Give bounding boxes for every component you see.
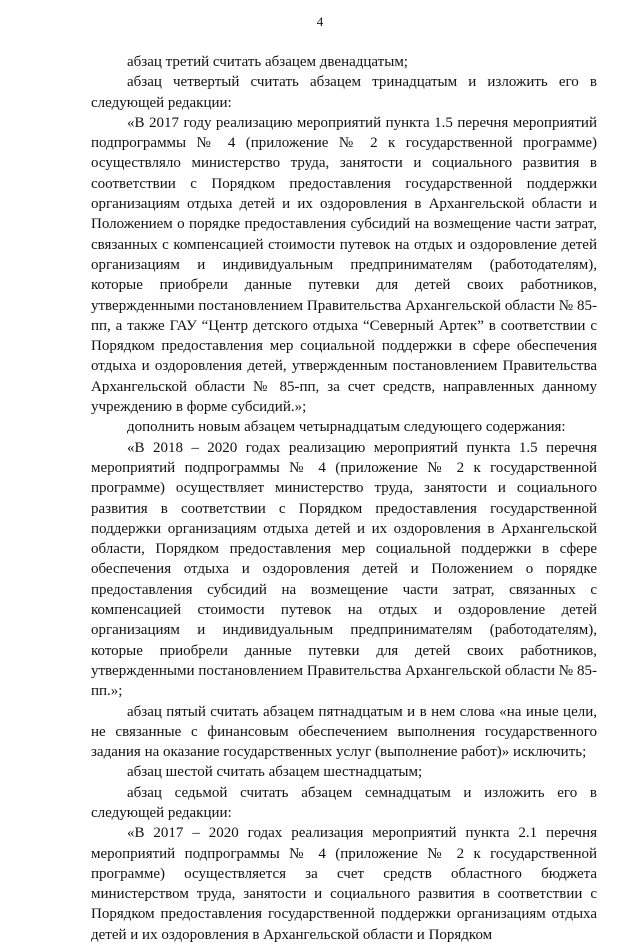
paragraph: «В 2017 – 2020 годах реализация мероприятий пункта 2.1 перечня мероприятий подпрограммы № 4 (приложение № 2 к государственной программе) осуществляется за счет средств областного бюджета министерством труда, занятости и социального развития в соответствии с Порядком предоставления государственной поддержки организациям отдыха детей и их оздоровления в Архангельской области и Порядком [91, 825, 597, 943]
page-number: 4 [316, 14, 324, 29]
paragraph: абзац шестой считать абзацем шестнадцатым; [127, 764, 423, 781]
document-body [91, 52, 597, 945]
paragraph: «В 2017 году реализацию мероприятий пункта 1.5 перечня мероприятий подпрограммы № 4 (приложение № 2 к государственной программе) осуществляло министерство труда, занятости и социального развития в соответствии с Порядком предоставления государственной поддержки организациям отдыха детей и их оздоровления в Архангельской области и Положением о порядке предоставления субсидий на возмещение части затрат, связанных с компенсацией стоимости путевок на отдых и оздоровление детей организациям и индивидуальным предпринимателям (работодателям), которые приобрели данные путевки для детей своих работников, утвержденными постановлением Правительства Архангельской области № 85-пп, а также ГАУ “Центр детского отдыха “Северный Артек” в соответствии с Порядком предоставления мер социальной поддержки в сфере обеспечения отдыха и оздоровления детей, утвержденным постановлением Правительства Архангельской области № 85-пп, за счет средств, направленных данному учреждению в форме субсидий.»; [91, 114, 597, 416]
paragraph: абзац третий считать абзацем двенадцатым; [127, 54, 408, 70]
paragraph: «В 2018 – 2020 годах реализацию мероприятий пункта 1.5 перечня мероприятий подпрограммы № 4 (приложение № 2 к государственной программе) осуществляет министерство труда, занятости и социального развития в соответствии с Порядком предоставления государственной поддержки организациям отдыха детей и их оздоровления в Архангельской области, Порядком предоставления мер социальной поддержки в сфере обеспечения отдыха и оздоровления детей и Положением о порядке предоставления субсидий на возмещение части затрат, связанных с компенсацией стоимости путевок на отдых и оздоровление детей организациям и индивидуальным предпринимателям (работодателям), которые приобрели данные путевки для детей своих работников, утвержденными постановлением Правительства Архангельской области № 85-пп.»; [91, 439, 597, 700]
paragraph: дополнить новым абзацем четырнадцатым следующего содержания: [127, 419, 566, 436]
paragraph: абзац пятый считать абзацем пятнадцатым и в нем слова «на иные цели, не связанные с финансовым обеспечением выполнения государственного задания на оказание государственных услуг (выполнение работ)» исключить; [91, 703, 597, 761]
paragraph: абзац четвертый считать абзацем тринадцатым и изложить его в следующей редакции: [91, 74, 597, 111]
paragraph: абзац седьмой считать абзацем семнадцатым и изложить его в следующей редакции: [91, 784, 597, 821]
